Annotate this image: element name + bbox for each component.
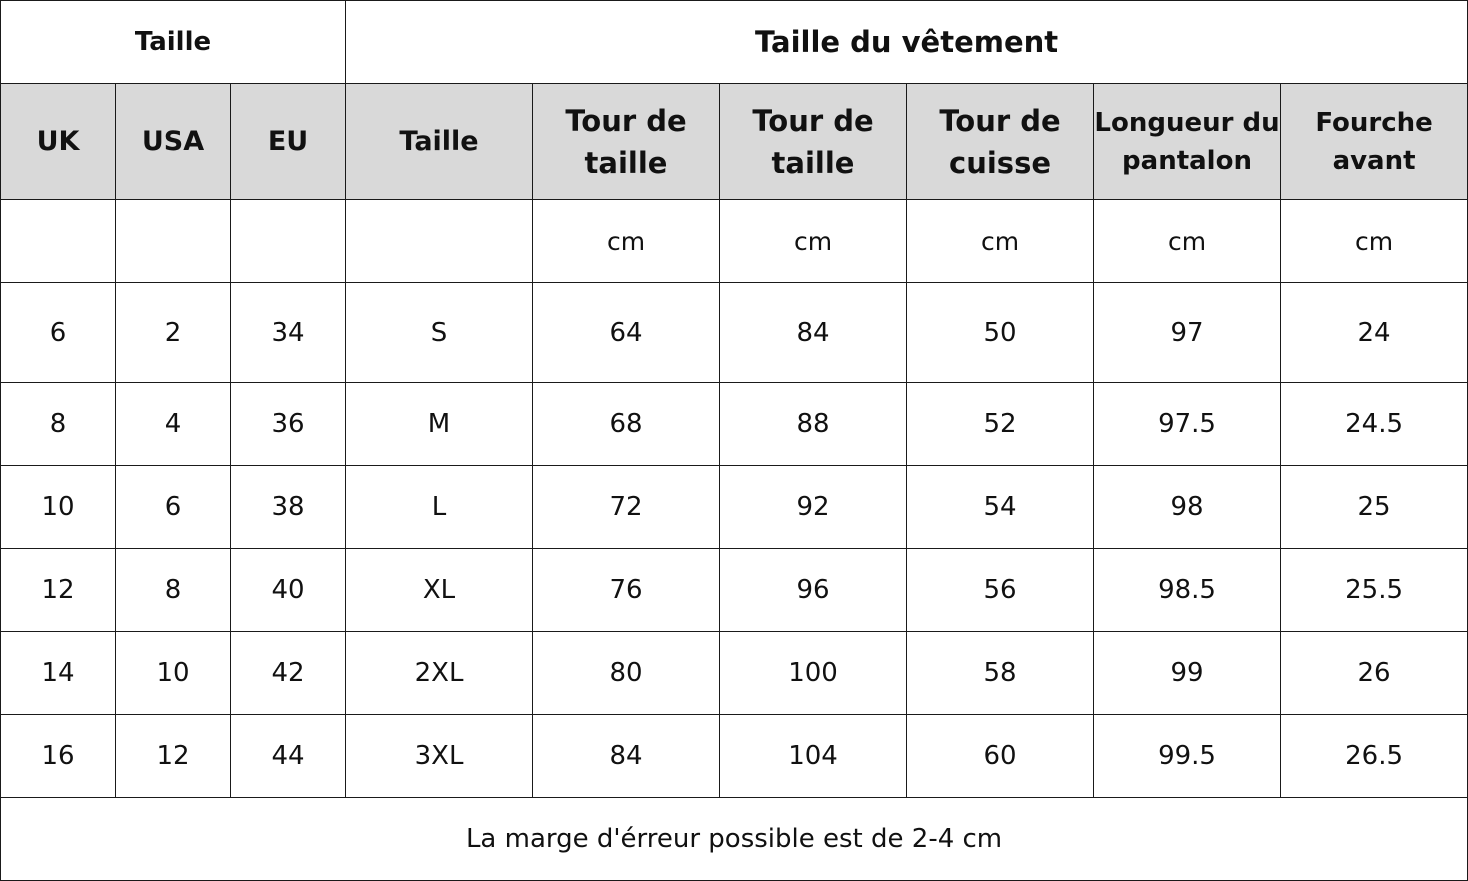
table-cell: 104 — [720, 715, 907, 798]
unit-cell: cm — [1281, 200, 1468, 283]
error-margin-note: La marge d'érreur possible est de 2-4 cm — [1, 798, 1468, 881]
table-cell: 14 — [1, 632, 116, 715]
table-cell: 12 — [1, 549, 116, 632]
table-cell: 50 — [907, 283, 1094, 383]
table-cell: 100 — [720, 632, 907, 715]
table-row — [1, 466, 1468, 549]
column-header-longueur-du-pantalon: Longueur du pantalon — [1094, 84, 1281, 200]
table-cell: 68 — [533, 383, 720, 466]
table-cell: 25 — [1281, 466, 1468, 549]
table-cell: 44 — [231, 715, 346, 798]
table-cell: 24 — [1281, 283, 1468, 383]
table-cell: 72 — [533, 466, 720, 549]
column-header-tour-de-taille: Tour de taille — [533, 84, 720, 200]
table-cell: 26 — [1281, 632, 1468, 715]
unit-cell: cm — [907, 200, 1094, 283]
group-header-taille: Taille — [1, 1, 346, 84]
table-cell: 40 — [231, 549, 346, 632]
table-cell: 98.5 — [1094, 549, 1281, 632]
unit-cell: cm — [533, 200, 720, 283]
group-header-row — [1, 1, 1468, 84]
unit-cell — [1, 200, 116, 283]
table-cell: 88 — [720, 383, 907, 466]
unit-cell: cm — [1094, 200, 1281, 283]
table-cell: 99 — [1094, 632, 1281, 715]
table-cell: 10 — [116, 632, 231, 715]
table-cell: 3XL — [346, 715, 533, 798]
table-cell: 56 — [907, 549, 1094, 632]
table-cell: 8 — [116, 549, 231, 632]
table-cell: 96 — [720, 549, 907, 632]
table-cell: 38 — [231, 466, 346, 549]
table-cell: 84 — [720, 283, 907, 383]
table-cell: 2 — [116, 283, 231, 383]
table-cell: XL — [346, 549, 533, 632]
table-cell: 8 — [1, 383, 116, 466]
table-row — [1, 549, 1468, 632]
unit-cell — [116, 200, 231, 283]
group-header-taille-du-vetement: Taille du vêtement — [346, 1, 1468, 84]
column-header-tour-de-cuisse: Tour de cuisse — [907, 84, 1094, 200]
table-row — [1, 715, 1468, 798]
table-cell: 84 — [533, 715, 720, 798]
table-cell: S — [346, 283, 533, 383]
footer-row — [1, 798, 1468, 881]
table-cell: 6 — [1, 283, 116, 383]
column-header-uk: UK — [1, 84, 116, 200]
column-header-usa: USA — [116, 84, 231, 200]
table-cell: L — [346, 466, 533, 549]
column-header-tour-de-taille-2: Tour de taille — [720, 84, 907, 200]
table-cell: 98 — [1094, 466, 1281, 549]
table-cell: 16 — [1, 715, 116, 798]
table-cell: 97.5 — [1094, 383, 1281, 466]
table-cell: 36 — [231, 383, 346, 466]
column-header-row — [1, 84, 1468, 200]
unit-cell — [346, 200, 533, 283]
table-cell: 58 — [907, 632, 1094, 715]
table-cell: 12 — [116, 715, 231, 798]
table-cell: 34 — [231, 283, 346, 383]
unit-cell — [231, 200, 346, 283]
table-cell: 52 — [907, 383, 1094, 466]
table-cell: 76 — [533, 549, 720, 632]
table-cell: 25.5 — [1281, 549, 1468, 632]
table-row — [1, 632, 1468, 715]
unit-row — [1, 200, 1468, 283]
column-header-taille: Taille — [346, 84, 533, 200]
table-cell: 60 — [907, 715, 1094, 798]
table-cell: 2XL — [346, 632, 533, 715]
table-cell: 99.5 — [1094, 715, 1281, 798]
table-cell: 4 — [116, 383, 231, 466]
column-header-fourche-avant: Fourche avant — [1281, 84, 1468, 200]
table-row — [1, 383, 1468, 466]
table-cell: 54 — [907, 466, 1094, 549]
column-header-eu: EU — [231, 84, 346, 200]
table-cell: 80 — [533, 632, 720, 715]
table-row — [1, 283, 1468, 383]
table-cell: 92 — [720, 466, 907, 549]
table-cell: 26.5 — [1281, 715, 1468, 798]
table-cell: 10 — [1, 466, 116, 549]
table-cell: 24.5 — [1281, 383, 1468, 466]
unit-cell: cm — [720, 200, 907, 283]
table-cell: 64 — [533, 283, 720, 383]
table-cell: 97 — [1094, 283, 1281, 383]
table-cell: 42 — [231, 632, 346, 715]
table-cell: 6 — [116, 466, 231, 549]
table-cell: M — [346, 383, 533, 466]
